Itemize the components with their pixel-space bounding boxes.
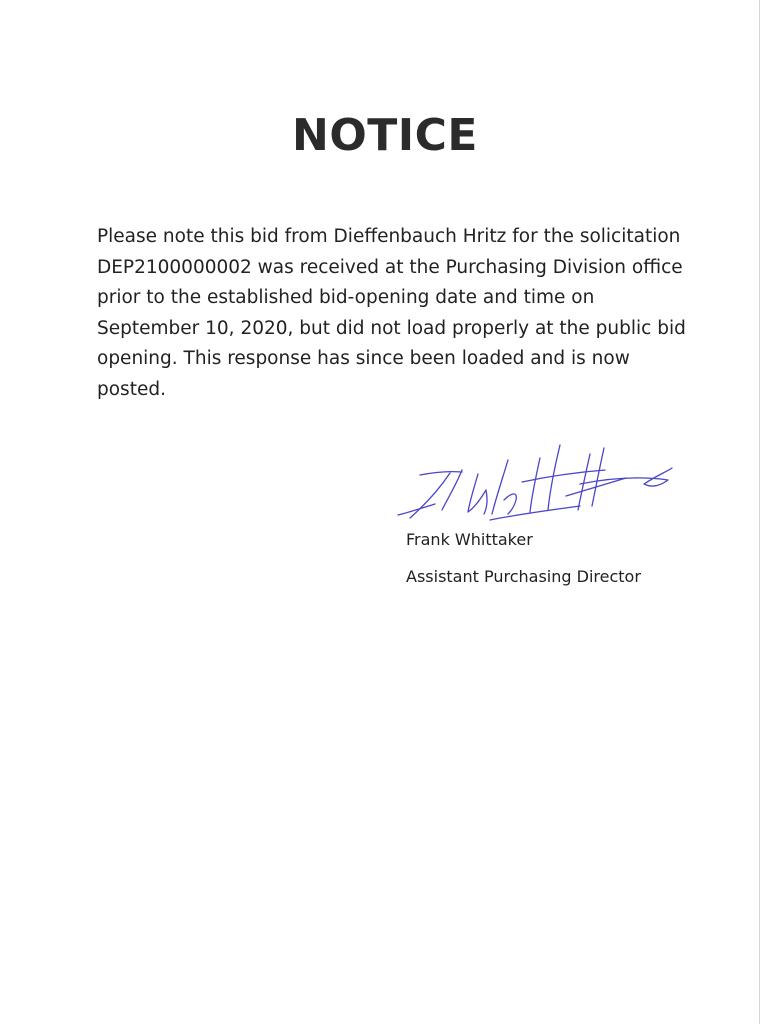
signer-name: Frank Whittaker bbox=[406, 530, 533, 549]
body-line: September 10, 2020, but did not load properly at the public bid bbox=[97, 317, 686, 339]
body-line: DEP2100000002 was received at the Purchasing Division office bbox=[97, 256, 683, 278]
body-line: opening. This response has since been loaded and is now bbox=[97, 348, 630, 369]
notice-body bbox=[97, 222, 697, 405]
body-line: posted. bbox=[97, 378, 166, 400]
body-line: prior to the established bid-opening date and time on bbox=[97, 287, 595, 308]
handwritten-signature bbox=[390, 440, 680, 525]
signature-strokes bbox=[398, 445, 672, 520]
signer-title: Assistant Purchasing Director bbox=[406, 567, 641, 586]
body-line: Please note this bid from Dieffenbauch Hritz for the solicitation bbox=[97, 226, 681, 247]
notice-title: NOTICE bbox=[292, 110, 478, 161]
